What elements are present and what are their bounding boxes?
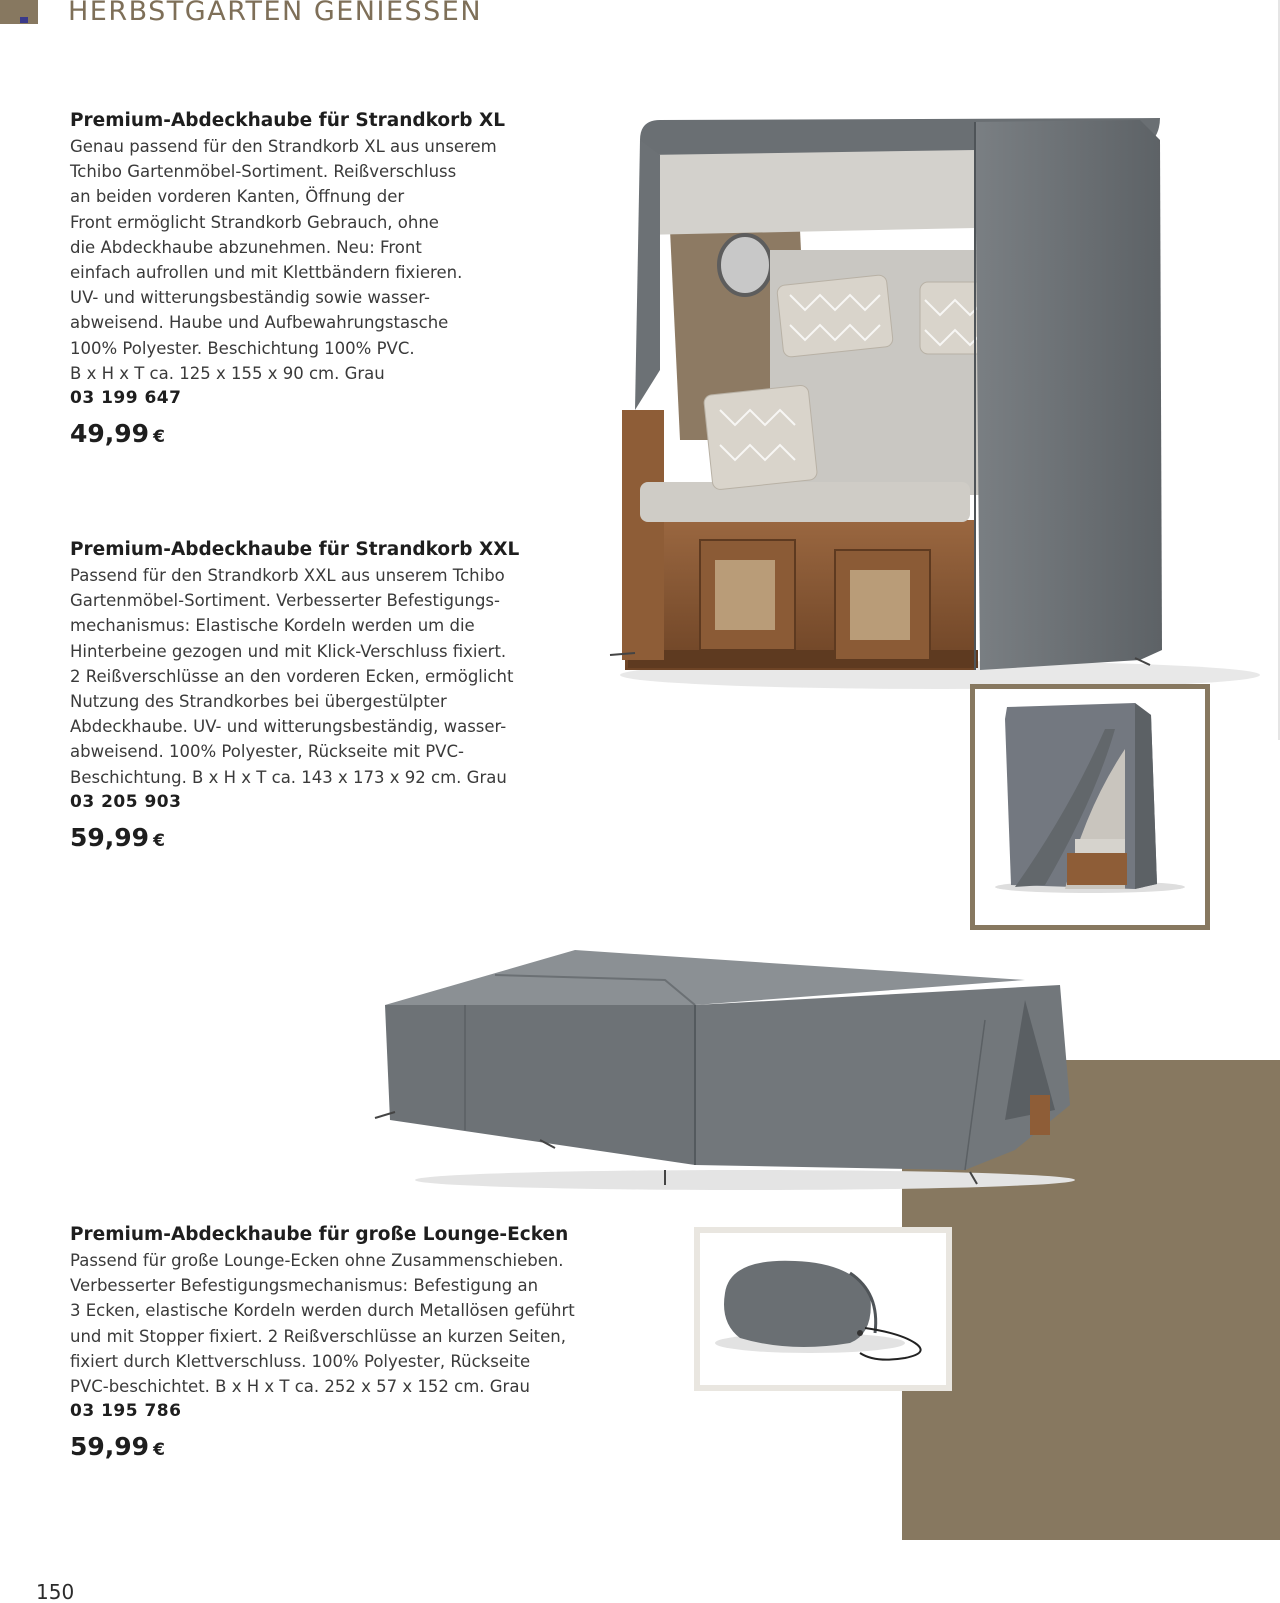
- product-lounge-ecke: [70, 1222, 670, 1467]
- product-title: Premium-Abdeckhaube für große Lounge-Ecken: [70, 1224, 569, 1245]
- product-description: Passend für den Strandkorb XXL aus unserem Tchibo Gartenmöbel-Sortiment. Verbesserter Befestigungs- mechanismus: Elastische Kordeln werden um die Hinterbeine gezogen und mit Klick-Verschluss fixiert. 2 Reißverschlüsse an den vorderen Ecken, ermöglicht Nutzung des Strandkorbes bei übergestülpter Abdeckhaube. UV- und witterungsbeständig, wasser- abweisend. 100% Polyester, Rückseite mit PVC- Beschichtung. B x H x T ca. 143 x 173 x 92 cm. Grau: [70, 566, 514, 787]
- header-marker: [20, 17, 28, 23]
- price: 59,99 €: [70, 1432, 165, 1462]
- page-number: 150: [36, 1580, 75, 1603]
- article-number: 03 199 647: [70, 388, 182, 409]
- price: 59,99 €: [70, 822, 165, 852]
- article-number: 03 195 786: [70, 1401, 182, 1422]
- product-title: Premium-Abdeckhaube für Strandkorb XXL: [70, 539, 520, 560]
- page-section-title: HERBSTGARTEN GENIESSEN: [68, 0, 483, 27]
- price: 49,99 €: [70, 419, 165, 449]
- strandkorb-cover-closed-photo: [970, 684, 1210, 930]
- product-description: Genau passend für den Strandkorb XL aus unserem Tchibo Gartenmöbel-Sortiment. Reißverschluss an beiden vorderen Kanten, Öffnung der Front ermöglicht Strandkorb Gebrauch, ohne die Abdeckhaube abzunehmen. Neu: Front einfach aufrollen und mit Klettbändern fixieren. UV- und witterungsbeständig sowie wasser- abweisend. Haube und Aufbewahrungstasche 100% Polyester. Beschichtung 100% PVC. B x H x T ca. 125 x 155 x 90 cm. Grau: [70, 137, 497, 383]
- header-color-tab: [0, 0, 38, 24]
- product-strandkorb-xxl: [70, 537, 590, 858]
- strandkorb-cover-photo: [600, 110, 1260, 730]
- lounge-cover-photo: [365, 940, 1085, 1195]
- product-strandkorb-xl: [70, 108, 590, 454]
- product-title: Premium-Abdeckhaube für Strandkorb XL: [70, 110, 505, 131]
- storage-bag-photo: [694, 1227, 952, 1391]
- product-description: Passend für große Lounge-Ecken ohne Zusammenschieben. Verbesserter Befestigungsmechanismus: Befestigung an 3 Ecken, elastische Kordeln werden durch Metallösen geführt und mit Stopper fixiert. 2 Reißverschlüsse an kurzen Seiten, fixiert durch Klettverschluss. 100% Polyester, Rückseite PVC-beschichtet. B x H x T ca. 252 x 57 x 152 cm. Grau: [70, 1251, 575, 1397]
- article-number: 03 205 903: [70, 791, 182, 812]
